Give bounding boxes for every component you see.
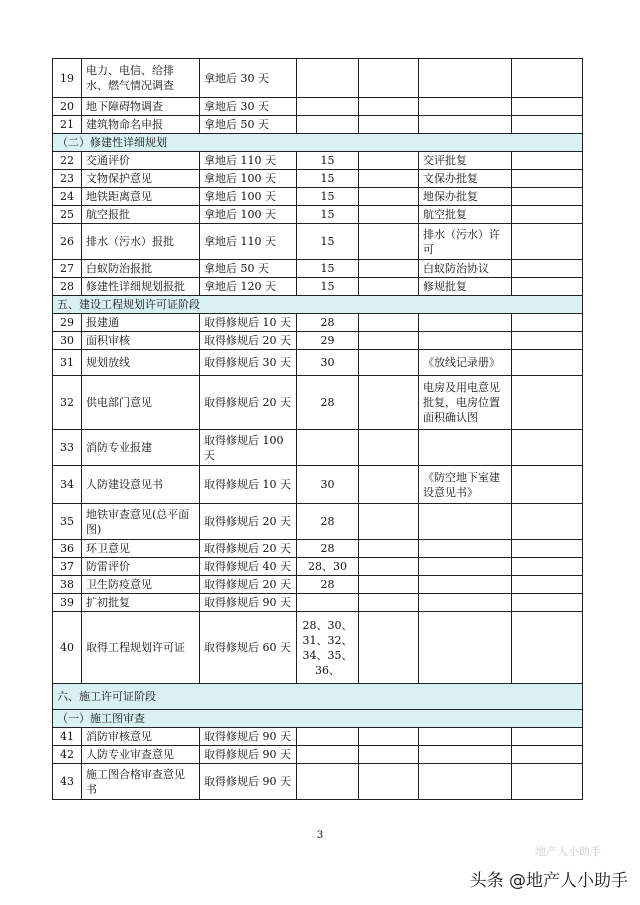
item-name: 扩初批复: [82, 594, 200, 612]
item-name: 建筑物命名申报: [82, 116, 200, 134]
row-number: 42: [53, 746, 82, 764]
department: [359, 332, 419, 350]
table-row: [53, 98, 583, 116]
table-row: [53, 594, 583, 612]
row-number: 36: [53, 540, 82, 558]
approval-document: [419, 764, 512, 800]
section-header-row: [53, 296, 583, 314]
row-number: 20: [53, 98, 82, 116]
table-row: [53, 170, 583, 188]
approval-document: [419, 314, 512, 332]
remarks: [512, 376, 583, 430]
remarks: [512, 170, 583, 188]
row-number: 26: [53, 224, 82, 260]
approval-document: [419, 612, 512, 684]
section-header-row: [53, 134, 583, 152]
approval-document: 《防空地下室建设意见书》: [419, 466, 512, 504]
page-number: 3: [316, 830, 324, 841]
department: [359, 98, 419, 116]
remarks: [512, 260, 583, 278]
row-number: 37: [53, 558, 82, 576]
approval-document: 交评批复: [419, 152, 512, 170]
predecessor: 15: [297, 260, 359, 278]
row-number: 31: [53, 350, 82, 376]
department: [359, 350, 419, 376]
row-number: 25: [53, 206, 82, 224]
row-number: 43: [53, 764, 82, 800]
row-number: 32: [53, 376, 82, 430]
remarks: [512, 116, 583, 134]
department: [359, 314, 419, 332]
row-number: 27: [53, 260, 82, 278]
department: [359, 612, 419, 684]
predecessor: [297, 98, 359, 116]
table-row: [53, 540, 583, 558]
table-row: [53, 764, 583, 800]
predecessor: 15: [297, 206, 359, 224]
predecessor: 15: [297, 278, 359, 296]
table-row: [53, 504, 583, 540]
item-name: 交通评价: [82, 152, 200, 170]
duration: 取得修规后 20 天: [200, 540, 297, 558]
department: [359, 594, 419, 612]
predecessor: 28: [297, 540, 359, 558]
item-name: 防雷评价: [82, 558, 200, 576]
row-number: 34: [53, 466, 82, 504]
remarks: [512, 540, 583, 558]
remarks: [512, 576, 583, 594]
predecessor: 28: [297, 314, 359, 332]
remarks: [512, 206, 583, 224]
item-name: 规划放线: [82, 350, 200, 376]
section-label: 五、建设工程规划许可证阶段: [53, 296, 583, 314]
item-name: 报建通: [82, 314, 200, 332]
department: [359, 466, 419, 504]
department: [359, 746, 419, 764]
duration: 取得修规后 90 天: [200, 746, 297, 764]
predecessor: [297, 728, 359, 746]
item-name: 地铁审查意见(总平面图): [82, 504, 200, 540]
approval-document: 航空批复: [419, 206, 512, 224]
remarks: [512, 98, 583, 116]
department: [359, 152, 419, 170]
watermark-ghost: 地产人小助手: [535, 845, 601, 858]
department: [359, 728, 419, 746]
row-number: 28: [53, 278, 82, 296]
approval-document: [419, 576, 512, 594]
item-name: 修建性详细规划报批: [82, 278, 200, 296]
remarks: [512, 746, 583, 764]
department: [359, 430, 419, 466]
item-name: 文物保护意见: [82, 170, 200, 188]
row-number: 39: [53, 594, 82, 612]
remarks: [512, 152, 583, 170]
row-number: 23: [53, 170, 82, 188]
section-label: （二）修建性详细规划: [53, 134, 583, 152]
row-number: 38: [53, 576, 82, 594]
row-number: 24: [53, 188, 82, 206]
table-row: [53, 728, 583, 746]
predecessor: 15: [297, 188, 359, 206]
table-row: [53, 350, 583, 376]
approval-document: 排水（污水）许可: [419, 224, 512, 260]
predecessor: 28: [297, 376, 359, 430]
department: [359, 206, 419, 224]
item-name: 人防建设意见书: [82, 466, 200, 504]
approval-document: [419, 430, 512, 466]
remarks: [512, 594, 583, 612]
predecessor: [297, 430, 359, 466]
approval-document: [419, 540, 512, 558]
predecessor: [297, 764, 359, 800]
remarks: [512, 728, 583, 746]
predecessor: 28: [297, 504, 359, 540]
department: [359, 764, 419, 800]
approval-document: [419, 98, 512, 116]
duration: 拿地后 30 天: [200, 98, 297, 116]
approval-document: 白蚁防治协议: [419, 260, 512, 278]
predecessor: [297, 746, 359, 764]
table-row: [53, 152, 583, 170]
item-name: 消防审核意见: [82, 728, 200, 746]
schedule-table-body: [53, 59, 583, 800]
duration: 拿地后 100 天: [200, 170, 297, 188]
approval-document: [419, 116, 512, 134]
table-row: [53, 206, 583, 224]
approval-document: [419, 332, 512, 350]
duration: 取得修规后 20 天: [200, 376, 297, 430]
department: [359, 576, 419, 594]
duration: 取得修规后 30 天: [200, 350, 297, 376]
department: [359, 376, 419, 430]
department: [359, 504, 419, 540]
item-name: 地下障碍物调查: [82, 98, 200, 116]
remarks: [512, 764, 583, 800]
remarks: [512, 314, 583, 332]
section-header-row: [53, 684, 583, 710]
table-row: [53, 332, 583, 350]
item-name: 卫生防疫意见: [82, 576, 200, 594]
predecessor: 28: [297, 576, 359, 594]
remarks: [512, 224, 583, 260]
item-name: 施工图合格审查意见书: [82, 764, 200, 800]
duration: 取得修规后 90 天: [200, 594, 297, 612]
table-row: [53, 59, 583, 98]
approval-document: 修规批复: [419, 278, 512, 296]
approval-document: [419, 504, 512, 540]
predecessor: 15: [297, 152, 359, 170]
remarks: [512, 350, 583, 376]
table-row: [53, 612, 583, 684]
duration: 拿地后 50 天: [200, 260, 297, 278]
predecessor: [297, 594, 359, 612]
row-number: 29: [53, 314, 82, 332]
item-name: 白蚁防治报批: [82, 260, 200, 278]
item-name: 取得工程规划许可证: [82, 612, 200, 684]
approval-document: [419, 728, 512, 746]
section-label: 六、施工许可证阶段: [53, 684, 583, 710]
approval-document: [419, 59, 512, 98]
duration: 拿地后 110 天: [200, 152, 297, 170]
item-name: 面积审核: [82, 332, 200, 350]
approval-document: [419, 594, 512, 612]
duration: 取得修规后 100 天: [200, 430, 297, 466]
duration: 取得修规后 20 天: [200, 332, 297, 350]
row-number: 22: [53, 152, 82, 170]
remarks: [512, 558, 583, 576]
row-number: 21: [53, 116, 82, 134]
item-name: 人防专业审查意见: [82, 746, 200, 764]
department: [359, 188, 419, 206]
row-number: 41: [53, 728, 82, 746]
approval-document: [419, 746, 512, 764]
duration: 取得修规后 90 天: [200, 764, 297, 800]
predecessor: 15: [297, 224, 359, 260]
duration: 拿地后 50 天: [200, 116, 297, 134]
duration: 拿地后 100 天: [200, 188, 297, 206]
schedule-table: [52, 58, 583, 800]
remarks: [512, 504, 583, 540]
remarks: [512, 466, 583, 504]
table-row: [53, 314, 583, 332]
section-header-row: [53, 710, 583, 728]
predecessor: [297, 59, 359, 98]
duration: 拿地后 100 天: [200, 206, 297, 224]
table-row: [53, 278, 583, 296]
remarks: [512, 612, 583, 684]
predecessor: [297, 116, 359, 134]
table-row: [53, 746, 583, 764]
table-row: [53, 466, 583, 504]
approval-document: 地保办批复: [419, 188, 512, 206]
item-name: 航空报批: [82, 206, 200, 224]
approval-document: 《放线记录册》: [419, 350, 512, 376]
row-number: 30: [53, 332, 82, 350]
department: [359, 540, 419, 558]
table-row: [53, 260, 583, 278]
duration: 取得修规后 60 天: [200, 612, 297, 684]
duration: 拿地后 120 天: [200, 278, 297, 296]
item-name: 供电部门意见: [82, 376, 200, 430]
predecessor: 28、30、31、32、34、35、36、: [297, 612, 359, 684]
duration: 取得修规后 10 天: [200, 466, 297, 504]
department: [359, 224, 419, 260]
predecessor: 28、30: [297, 558, 359, 576]
item-name: 地铁距离意见: [82, 188, 200, 206]
predecessor: 30: [297, 350, 359, 376]
item-name: 消防专业报建: [82, 430, 200, 466]
item-name: 电力、电信、给排水、燃气情况调查: [82, 59, 200, 98]
table-row: [53, 224, 583, 260]
watermark: 头条 @地产人小助手: [469, 871, 628, 891]
duration: 拿地后 30 天: [200, 59, 297, 98]
duration: 取得修规后 90 天: [200, 728, 297, 746]
remarks: [512, 430, 583, 466]
duration: 取得修规后 40 天: [200, 558, 297, 576]
remarks: [512, 278, 583, 296]
approval-document: 文保办批复: [419, 170, 512, 188]
department: [359, 558, 419, 576]
duration: 取得修规后 10 天: [200, 314, 297, 332]
remarks: [512, 59, 583, 98]
department: [359, 59, 419, 98]
duration: 取得修规后 20 天: [200, 576, 297, 594]
duration: 取得修规后 20 天: [200, 504, 297, 540]
predecessor: 15: [297, 170, 359, 188]
department: [359, 116, 419, 134]
table-row: [53, 430, 583, 466]
row-number: 33: [53, 430, 82, 466]
item-name: 排水（污水）报批: [82, 224, 200, 260]
row-number: 35: [53, 504, 82, 540]
remarks: [512, 332, 583, 350]
approval-document: 电房及用电意见批复，电房位置面积确认图: [419, 376, 512, 430]
department: [359, 278, 419, 296]
table-row: [53, 376, 583, 430]
row-number: 19: [53, 59, 82, 98]
department: [359, 260, 419, 278]
remarks: [512, 188, 583, 206]
table-row: [53, 576, 583, 594]
section-label: （一）施工图审查: [53, 710, 583, 728]
approval-document: [419, 558, 512, 576]
table-row: [53, 558, 583, 576]
item-name: 环卫意见: [82, 540, 200, 558]
table-row: [53, 188, 583, 206]
predecessor: 29: [297, 332, 359, 350]
predecessor: 30: [297, 466, 359, 504]
duration: 拿地后 110 天: [200, 224, 297, 260]
department: [359, 170, 419, 188]
row-number: 40: [53, 612, 82, 684]
table-row: [53, 116, 583, 134]
